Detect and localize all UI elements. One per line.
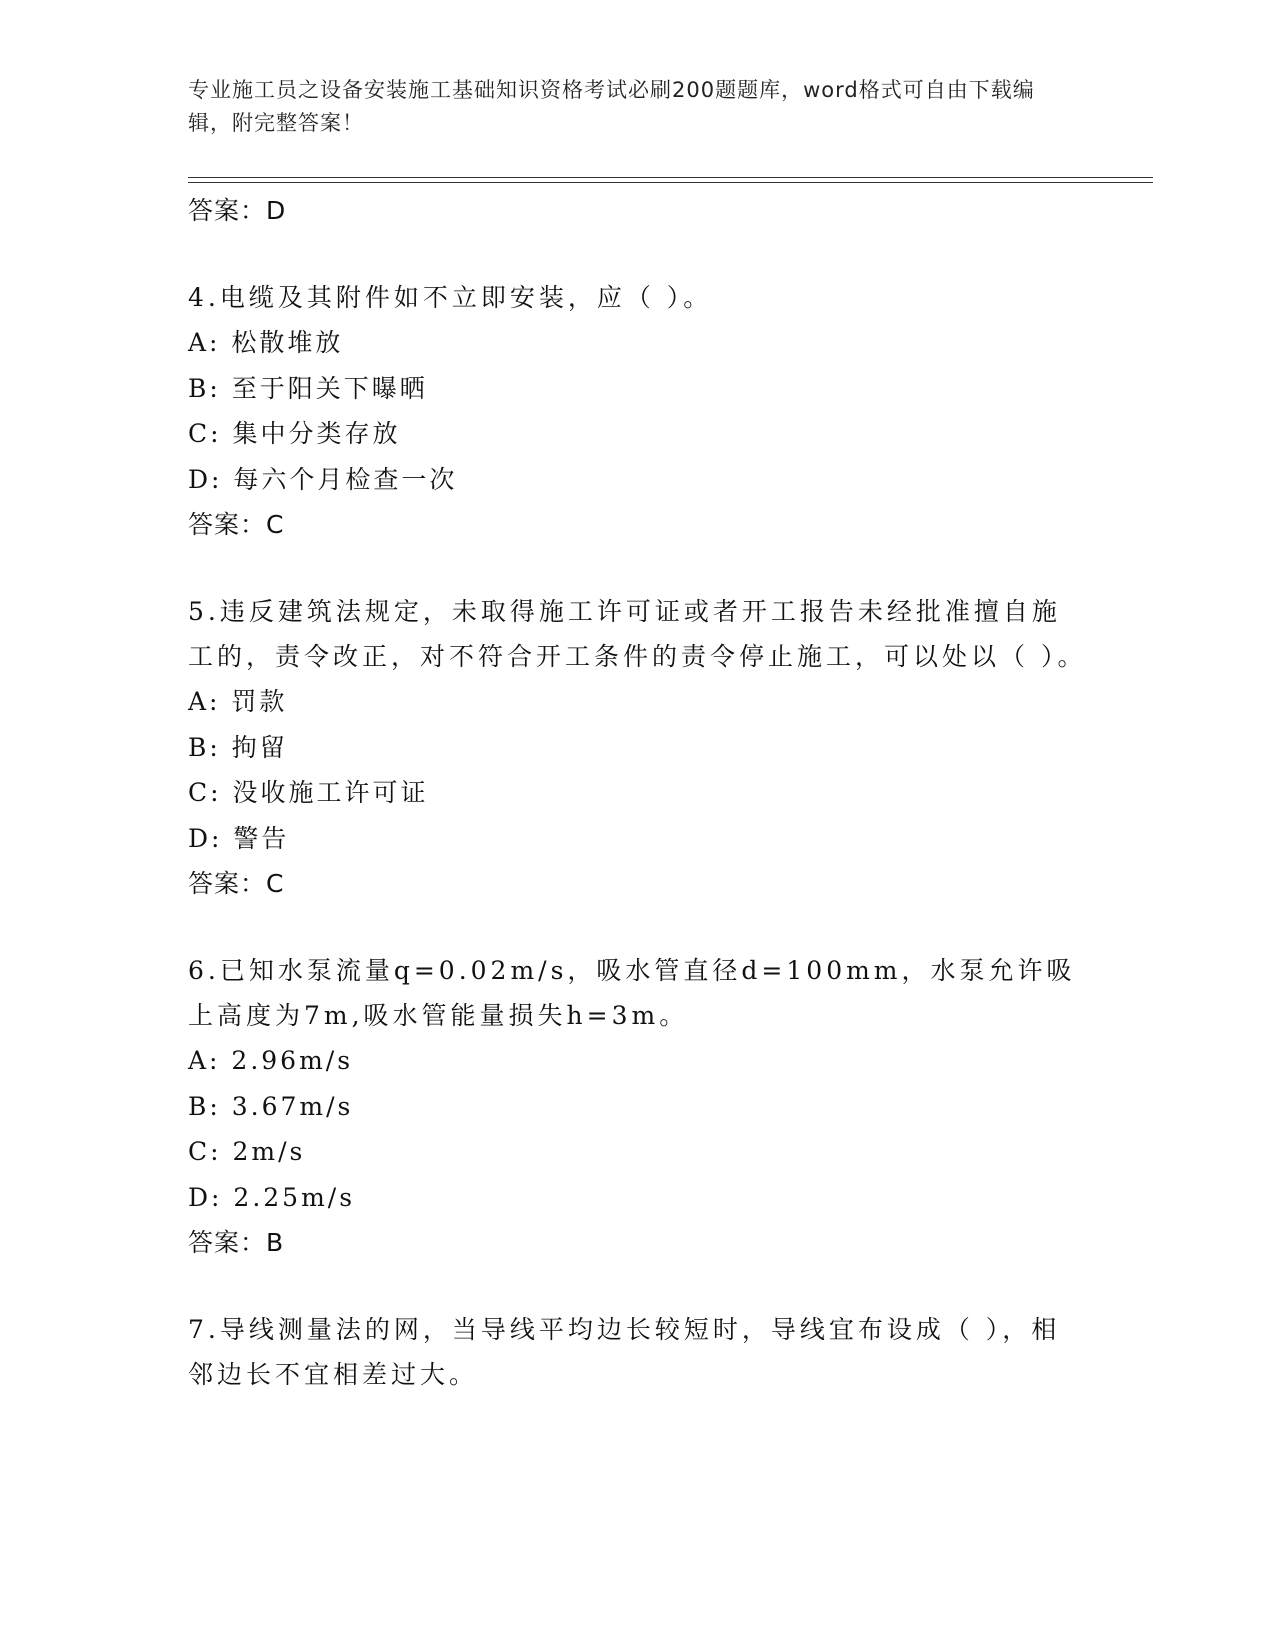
document-body [188,188,1088,1397]
option-d: D: 警告 [188,823,290,853]
question-text: 5.违反建筑法规定，未取得施工许可证或者开工报告未经批准擅自施工的，责令改正，对不符合开工条件的责令停止施工，可以处以（ ）。 [188,597,1087,671]
option-a: A: 松散堆放 [188,328,344,357]
spacer [188,234,1088,275]
option-d: D: 2.25m/s [188,1182,356,1212]
spacer [188,907,1088,948]
option-b: B: 3.67m/s [188,1091,354,1121]
answer: 答案：C [188,869,285,898]
option-b: B: 至于阳关下曝晒 [188,373,428,403]
header-divider-top [188,177,1153,178]
option-c: C: 没收施工许可证 [188,778,429,807]
question-7 [188,1307,1088,1397]
spacer [188,548,1088,589]
option-c: C: 2m/s [188,1137,306,1166]
question-6 [188,948,1088,1266]
question-text: 6.已知水泵流量q=0.02m/s，吸水管直径d=100mm，水泵允许吸上高度为7m,吸水管能量损失h=3m。 [188,956,1076,1030]
spacer [188,1266,1088,1307]
question-4 [188,275,1088,548]
answer: 答案：B [188,1228,285,1257]
question-text: 7.导线测量法的网，当导线平均边长较短时，导线宜布设成（ ），相邻边长不宜相差过大。 [188,1315,1061,1389]
option-a: A: 罚款 [188,687,288,716]
option-b: B: 拘留 [188,732,288,762]
option-d: D: 每六个月检查一次 [188,464,458,494]
question-5 [188,589,1088,907]
answer: 答案：C [188,510,285,539]
document-header: 专业施工员之设备安装施工基础知识资格考试必刷200题题库，word格式可自由下载编辑，附完整答案！ [188,78,1035,135]
prev-answer: 答案：D [188,196,287,225]
header-divider-bottom [188,182,1153,183]
option-c: C: 集中分类存放 [188,419,401,448]
question-text: 4.电缆及其附件如不立即安装，应（ ）。 [188,283,713,312]
option-a: A: 2.96m/s [188,1046,354,1075]
